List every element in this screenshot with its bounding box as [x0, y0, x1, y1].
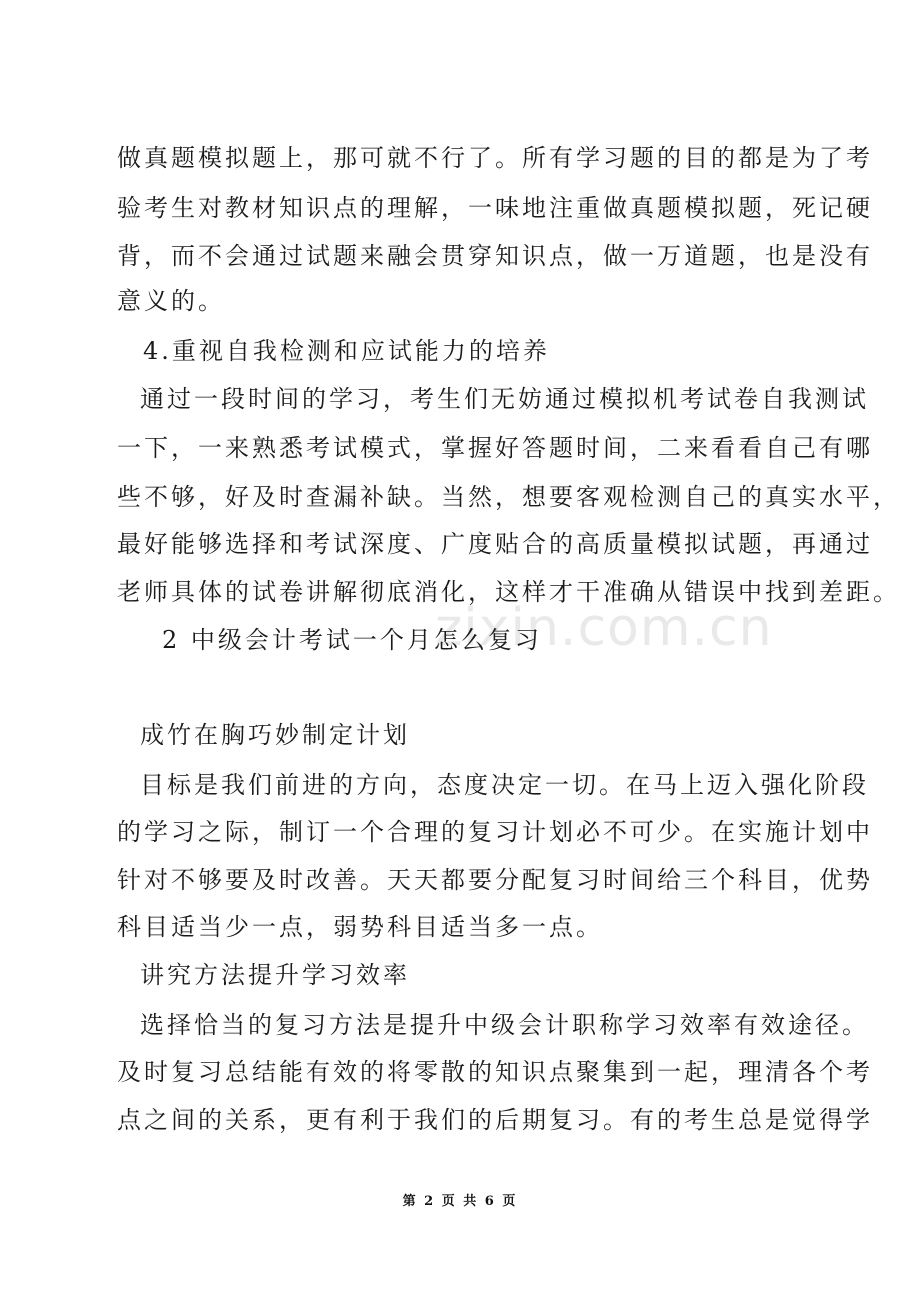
- paragraph-line: 科目适当少一点，弱势科目适当多一点。: [117, 913, 603, 941]
- paragraph-line: 一下，一来熟悉考试模式，掌握好答题时间，二来看看自己有哪: [117, 434, 873, 462]
- paragraph-line: 做真题模拟题上，那可就不行了。所有学习题的目的都是为了考: [117, 144, 873, 172]
- paragraph-line: 选择恰当的复习方法是提升中级会计职称学习效率有效途径。: [140, 1011, 869, 1039]
- paragraph-line: 目标是我们前进的方向，态度决定一切。在马上迈入强化阶段: [140, 771, 869, 799]
- paragraph-line: 些不够，好及时查漏补缺。当然，想要客观检测自己的真实水平，: [117, 483, 900, 511]
- watermark: zixin.com.cn: [435, 598, 773, 658]
- subsection-heading: 成竹在胸巧妙制定计划: [140, 721, 410, 749]
- subsection-heading: 讲究方法提升学习效率: [140, 961, 410, 989]
- paragraph-line: 的学习之际，制订一个合理的复习计划必不可少。在实施计划中: [117, 818, 873, 846]
- paragraph-line: 老师具体的试卷讲解彻底消化，这样才干准确从错误中找到差距。: [117, 578, 900, 606]
- paragraph-line: 点之间的关系，更有利于我们的后期复习。有的考生总是觉得学: [117, 1106, 873, 1134]
- paragraph-line: 针对不够要及时改善。天天都要分配复习时间给三个科目，优势: [117, 866, 873, 894]
- paragraph-line: 背，而不会通过试题来融会贯穿知识点，做一万道题，也是没有: [117, 242, 873, 270]
- paragraph-line: 意义的。: [117, 287, 225, 315]
- section-heading: 2 中级会计考试一个月怎么复习: [162, 626, 542, 654]
- section-heading: 4.重视自我检测和应试能力的培养: [143, 337, 550, 365]
- paragraph-line: 通过一段时间的学习，考生们无妨通过模拟机考试卷自我测试: [140, 385, 869, 413]
- page-number-footer: 第 2 页 共 6 页: [402, 1194, 518, 1209]
- paragraph-line: 及时复习总结能有效的将零散的知识点聚集到一起，理清各个考: [117, 1058, 873, 1086]
- paragraph-line: 验考生对教材知识点的理解，一味地注重做真题模拟题，死记硬: [117, 194, 873, 222]
- paragraph-line: 最好能够选择和考试深度、广度贴合的高质量模拟试题，再通过: [117, 530, 873, 558]
